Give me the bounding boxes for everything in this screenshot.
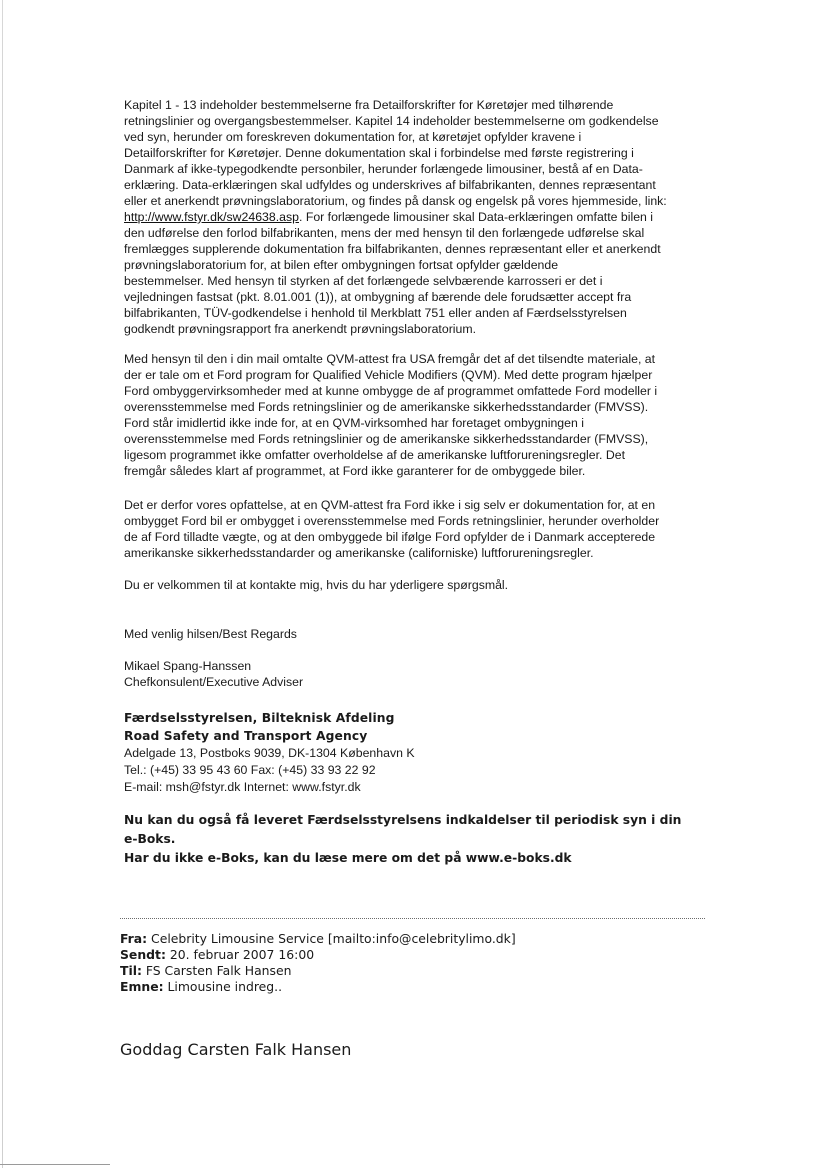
scan-edge-left xyxy=(2,0,3,1168)
paragraph-conclusion xyxy=(124,497,659,561)
text-line-with-link xyxy=(124,209,667,225)
closing-text: Med venlig hilsen/Best Regards xyxy=(124,627,297,641)
org-name-danish: Færdselsstyrelsen, Bilteknisk Afdeling xyxy=(124,711,395,725)
quoted-email-header xyxy=(120,931,516,995)
eboks-line: Nu kan du også få leveret Færdselsstyrelsens indkaldelser til periodisk syn i din xyxy=(124,813,682,827)
text-line: amerikanske sikkerhedsstandarder og amerikanske (californiske) luftforureningsregler. xyxy=(124,546,594,560)
from-label: Fra: xyxy=(120,931,148,946)
paragraph-qvm xyxy=(124,351,657,479)
text-line: godkendt prøvningsrapport fra anerkendt prøvningslaboratorium. xyxy=(124,322,477,336)
paragraph-regulations xyxy=(124,97,667,337)
text-line: overensstemmelse med Fords retningslinier og de amerikanske sikkerhedsstandarder (FMVSS). xyxy=(124,400,649,414)
text-line: fremgår således klart af programmet, at Ford ikke garanterer for de ombyggede biler. xyxy=(124,464,586,478)
eboks-notice xyxy=(124,811,681,868)
quote-divider xyxy=(120,918,705,919)
text-line: retningslinier og overgangsbestemmelser. Kapitel 14 indeholder bestemmelserne om godkendelse xyxy=(124,114,659,128)
text-line: ved syn, herunder om foreskreven dokumentation for, at køretøjet opfylder kravene i xyxy=(124,130,582,144)
org-phone-fax: Tel.: (+45) 33 95 43 60 Fax: (+45) 33 93 22 92 xyxy=(124,763,376,777)
from-value: Celebrity Limousine Service [mailto:info@celebritylimo.dk] xyxy=(147,931,516,946)
text-line: Kapitel 1 - 13 indeholder bestemmelserne fra Detailforskrifter for Køretøjer med tilhørende xyxy=(124,98,614,112)
text-line: bilfabrikanten, TÜV-godkendelse i henhold til Merkblatt 751 eller anden af Færdselsstyrelsen xyxy=(124,306,627,320)
paragraph-contact xyxy=(124,577,508,593)
text-line: Du er velkommen til at kontakte mig, hvis du har yderligere spørgsmål. xyxy=(124,578,509,592)
text-line: Ford ombyggervirksomheder med at kunne ombygge de af programmet omfattede Ford modeller i xyxy=(124,384,658,398)
link-line-rest: . For forlængede limousiner skal Data-erklæringen omfatte bilen i xyxy=(298,210,654,224)
text-line: ligesom programmet ikke omfatter overholdelse af de amerikanske luftforureningsregler. Det xyxy=(124,448,625,462)
scan-edge-bottom xyxy=(0,1164,110,1165)
text-line: ombygget Ford bil er ombygget i overensstemmelse med Fords retningslinier, herunder overholder xyxy=(124,514,660,528)
text-line: Det er derfor vores opfattelse, at en QVM-attest fra Ford ikke i sig selv er dokumentation for, at en xyxy=(124,498,656,512)
org-address: Adelgade 13, Postboks 9039, DK-1304 København K xyxy=(124,746,415,760)
text-line: fremlægges supplerende dokumentation fra bilfabrikanten, dennes repræsentant eller et anerkendt xyxy=(124,242,661,256)
closing xyxy=(124,626,297,642)
text-line: Danmark af ikke-typegodkendte personbiler, herunder forlængede limousiner, bestå af en Data- xyxy=(124,162,643,176)
signer-title: Chefkonsulent/Executive Adviser xyxy=(124,675,304,689)
text-line: Ford står imidlertid ikke inde for, at en QVM-virksomhed har foretaget ombygningen i xyxy=(124,416,584,430)
org-email-web: E-mail: msh@fstyr.dk Internet: www.fstyr.dk xyxy=(124,780,361,794)
header-subject xyxy=(120,979,516,995)
header-to xyxy=(120,963,516,979)
signer-name: Mikael Spang-Hanssen xyxy=(124,659,252,673)
text-line: Med hensyn til den i din mail omtalte QVM-attest fra USA fremgår det af det tilsendte materiale, at xyxy=(124,352,656,366)
text-line: den udførelse den forlod bilfabrikanten, mens der med hensyn til den forlængede udførelse skal xyxy=(124,226,645,240)
text-line: overensstemmelse med Fords retningslinier og de amerikanske sikkerhedsstandarder (FMVSS), xyxy=(124,432,649,446)
text-line: bestemmelser. Med hensyn til styrken af det forlængede selvbærende karrosseri er det i xyxy=(124,274,603,288)
quoted-greeting: Goddag Carsten Falk Hansen xyxy=(120,1040,352,1059)
sent-label: Sendt: xyxy=(120,947,166,962)
sent-value: 20. februar 2007 16:00 xyxy=(165,947,315,962)
organization-signature xyxy=(124,709,415,796)
header-sent xyxy=(120,947,516,963)
text-line: der er tale om et Ford program for Qualified Vehicle Modifiers (QVM). Med dette program hjælper xyxy=(124,368,653,382)
to-value: FS Carsten Falk Hansen xyxy=(141,963,292,978)
text-line: vejledningen fastsat (pkt. 8.01.001 (1)), at ombygning af bærende dele forudsætter accept fra xyxy=(124,290,632,304)
text-line: prøvningslaboratorium for, at bilen efter ombygningen fortsat opfylder gældende xyxy=(124,258,559,272)
text-line: de af Ford tilladte vægte, og at den ombyggede bil ifølge Ford opfylder de i Danmark accepterede xyxy=(124,530,656,544)
website-link[interactable]: http://www.fstyr.dk/sw24638.asp xyxy=(124,210,299,224)
text-line: eller et anerkendt prøvningslaboratorium, og findes på dansk og engelsk på vores hjemmeside, link: xyxy=(124,194,667,208)
text-line: erklæring. Data-erklæringen skal udfyldes og underskrives af bilfabrikanten, dennes repræsentant xyxy=(124,178,656,192)
text-line: Detailforskrifter for Køretøjer. Denne dokumentation skal i forbindelse med første registrering i xyxy=(124,146,634,160)
header-from xyxy=(120,931,516,947)
subject-value: Limousine indreg.. xyxy=(163,979,283,994)
subject-label: Emne: xyxy=(120,979,164,994)
to-label: Til: xyxy=(120,963,142,978)
signer xyxy=(124,658,303,690)
org-name-english: Road Safety and Transport Agency xyxy=(124,729,368,743)
eboks-line: Har du ikke e-Boks, kan du læse mere om det på www.e-boks.dk xyxy=(124,851,572,865)
eboks-line: e-Boks. xyxy=(124,832,176,846)
